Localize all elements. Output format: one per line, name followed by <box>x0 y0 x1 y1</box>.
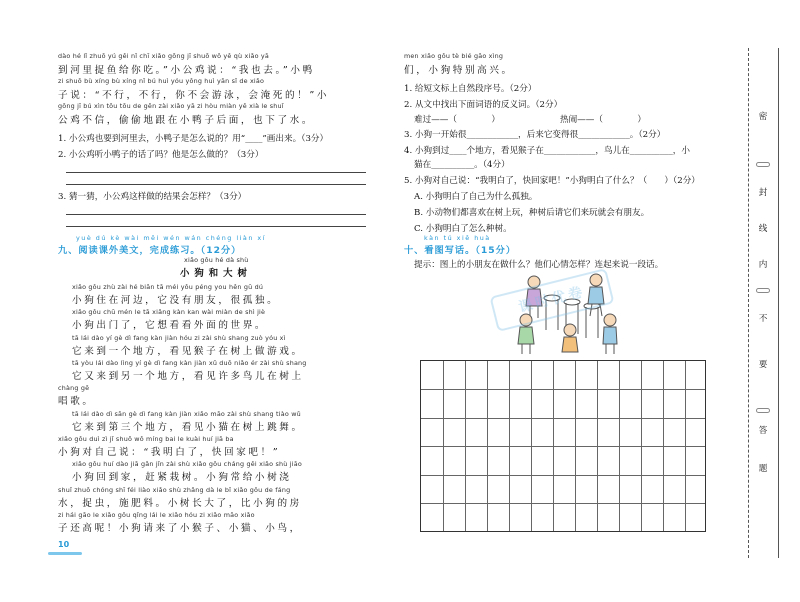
passage-pinyin-5: chàng gē <box>58 384 90 392</box>
option-c[interactable]: C. 小狗明白了怎么种树。 <box>414 224 512 234</box>
binding-char: 题 <box>758 464 768 474</box>
page-number-text: 10 <box>58 540 70 549</box>
passage-pinyin-9: shuǐ zhuō chóng shī féi liào xiǎo shù zhǎng dà le bǐ xiǎo gǒu de fáng <box>58 486 291 494</box>
section10-pinyin: kàn tú xiě huà <box>424 234 491 242</box>
passage-title: 小狗和大树 <box>180 268 252 279</box>
story-line-3: 公鸡不信，偷偷地跟在小鸭子后面，也下了水。 <box>58 115 315 126</box>
section9-heading: 九、阅读课外美文，完成练习。（12分） <box>58 245 242 256</box>
antonym-blank-1[interactable]: 难过——（ ） <box>414 115 500 125</box>
antonym-blank-2[interactable]: 热闹——（ ） <box>560 115 646 125</box>
binding-dot <box>756 408 770 413</box>
section9-pinyin: yuè dú kè wài měi wén wán chéng liàn xí <box>76 234 266 242</box>
left-question-1: 1. 小公鸡也要到河里去，小鸭子是怎么说的？用“____”画出来。（3分） <box>58 134 329 144</box>
left-question-3: 3. 猜一猜，小公鸡这样做的结果会怎样？（3分） <box>58 192 247 202</box>
passage-line-3: 它来到一个地方，看见猴子在树上做游戏。 <box>72 346 304 357</box>
binding-solid-line <box>778 48 779 558</box>
binding-char: 要 <box>758 360 768 370</box>
passage-line-9: 水，捉虫，施肥料。小树长大了，比小狗的房 <box>58 498 302 509</box>
binding-char: 封 <box>758 188 768 198</box>
passage-pinyin-10: zi hái gāo le xiǎo gǒu qǐng lái le xiǎo hóu zi xiǎo māo xiǎo <box>58 511 255 519</box>
binding-dashed-line <box>748 48 749 558</box>
binding-char: 答 <box>758 426 768 436</box>
watermark-logo: 课时优卷 <box>489 268 614 332</box>
right-question-4-cont: 猫在__________。（4分） <box>414 160 510 170</box>
option-b[interactable]: B. 小动物们都喜欢在树上玩，种树后请它们来玩就会有朋友。 <box>414 208 650 218</box>
passage-pinyin-7: xiǎo gǒu duì zì jǐ shuō wǒ míng bai le kuài huí jiā ba <box>58 435 234 443</box>
story-pinyin-3: gōng jī bú xìn tōu tōu de gēn zài xiǎo yā zi hòu miàn yě xià le shuǐ <box>58 102 284 110</box>
answer-line[interactable] <box>66 214 366 215</box>
right-question-1: 1. 给短文标上自然段序号。（2分） <box>404 84 537 94</box>
passage-line-10: 子还高呢！小狗请来了小猴子、小猫、小鸟， <box>58 523 302 534</box>
right-question-3: 3. 小狗一开始很____________，后来它变得很____________。（2分） <box>404 130 666 140</box>
section10-heading: 十、看图写话。（15分） <box>404 245 517 256</box>
passage-pinyin-2: xiǎo gǒu chū mén le tā xiǎng kàn kan wài miàn de shì jiè <box>72 308 266 316</box>
passage-pinyin-6: tā lái dào dì sān gè dì fang kàn jiàn xiǎo māo zài shù shang tiào wǔ <box>72 410 301 418</box>
passage-line-7: 小狗对自己说：“我明白了，快回家吧！” <box>58 447 281 458</box>
right-question-2: 2. 从文中找出下面词语的反义词。（2分） <box>404 100 563 110</box>
binding-char: 内 <box>758 260 768 270</box>
right-top-pinyin: men xiǎo gǒu tè bié gāo xìng <box>404 52 504 60</box>
passage-line-5: 唱歌。 <box>58 396 95 407</box>
child-figure-icon <box>562 324 578 352</box>
story-pinyin-1: dào hé lǐ zhuō yú gěi nǐ chī xiǎo gōng jī shuō wǒ yě qù xiǎo yā <box>58 52 270 60</box>
binding-dot <box>756 162 770 167</box>
right-top-line: 们，小狗特别高兴。 <box>404 65 514 76</box>
answer-line[interactable] <box>66 172 366 173</box>
story-line-2: 子说：“不行，不行，你不会游泳，会淹死的！”小 <box>58 90 330 101</box>
page-number-decoration <box>48 552 82 555</box>
left-question-2: 2. 小公鸡听小鸭子的话了吗？他是怎么做的？（3分） <box>58 150 264 160</box>
passage-line-1: 小狗住在河边，它没有朋友，很孤独。 <box>72 295 280 306</box>
binding-char: 线 <box>758 224 768 234</box>
binding-char: 密 <box>758 112 768 122</box>
passage-title-pinyin: xiǎo gǒu hé dà shù <box>184 256 249 264</box>
passage-pinyin-1: xiǎo gǒu zhù zài hé biān tā méi yǒu péng you hěn gū dú <box>72 283 264 291</box>
writing-prompt: 提示：图上的小朋友在做什么？他们心情怎样？连起来说一段话。 <box>414 260 664 270</box>
option-a[interactable]: A. 小狗明白了自己为什么孤独。 <box>414 192 538 202</box>
child-figure-icon <box>603 314 617 354</box>
passage-line-6: 它来到第三个地方，看见小猫在树上跳舞。 <box>72 422 304 433</box>
passage-pinyin-8: xiǎo gǒu huí dào jiā gǎn jǐn zài shù xiǎo gǒu cháng gěi xiǎo shù jiāo <box>72 460 302 468</box>
story-pinyin-2: zi shuō bù xíng bù xíng nǐ bú huì yóu yǒng huì yān sǐ de xiǎo <box>58 77 265 85</box>
passage-line-4: 它又来到另一个地方，看见许多鸟儿在树上 <box>72 371 304 382</box>
page-number <box>48 540 84 558</box>
passage-line-8: 小狗回到家，赶紧栽树。小狗常给小树浇 <box>72 472 292 483</box>
binding-dot <box>756 288 770 293</box>
passage-line-2: 小狗出门了，它想看看外面的世界。 <box>72 320 268 331</box>
binding-char: 不 <box>758 314 768 324</box>
writing-grid[interactable] <box>420 360 706 532</box>
right-question-5: 5. 小狗对自己说：“我明白了，快回家吧！”小狗明白了什么？（ ）（2分） <box>404 176 700 186</box>
answer-line[interactable] <box>66 184 366 185</box>
passage-pinyin-3: tā lái dào yí gè dì fang kàn jiàn hóu zi zài shù shang zuò yóu xì <box>72 334 286 342</box>
story-line-1: 到河里捉鱼给你吃。”小公鸡说：“我也去。”小鸭 <box>58 65 315 76</box>
answer-line[interactable] <box>66 226 366 227</box>
right-question-4: 4. 小狗到过____个地方，看见猴子在____________，鸟儿在__________，小 <box>404 146 690 156</box>
passage-pinyin-4: tā yòu lái dào lìng yí gè dì fang kàn jiàn xǔ duō niǎo ér zài shù shang <box>72 359 307 367</box>
